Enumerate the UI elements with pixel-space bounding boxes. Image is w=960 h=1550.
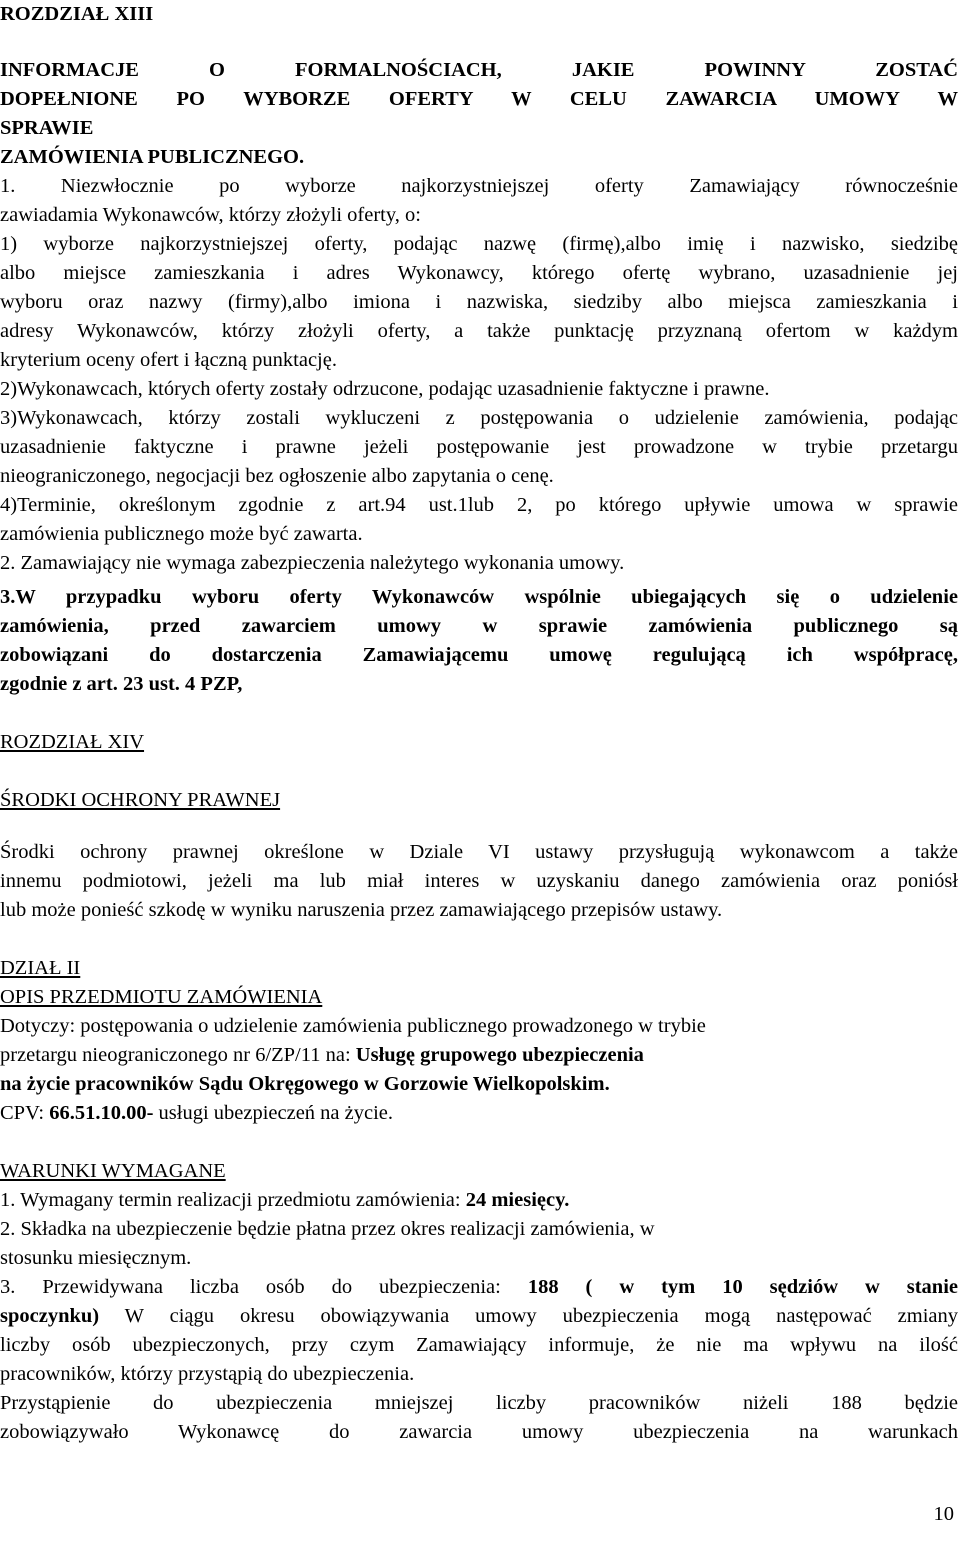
section-subheading: OPIS PRZEDMIOTU ZAMÓWIENIA — [0, 986, 323, 1008]
cpv-code: 66.51.10.00- — [49, 1102, 154, 1124]
paragraph-line: Przystąpienie do ubezpieczenia mniejszej liczby pracowników niżeli 188 będzie — [0, 1392, 958, 1414]
bold-paragraph-line: 3.W przypadku wyboru oferty Wykonawców wspólnie ubiegających się o udzielenie — [0, 586, 958, 608]
term-value: 24 miesięcy. — [465, 1189, 570, 1211]
section-title-line: SPRAWIE — [0, 117, 94, 139]
cpv-label: CPV: — [0, 1102, 50, 1124]
paragraph-line: Dotyczy: postępowania o udzielenie zamówienia publicznego prowadzonego w trybie — [0, 1015, 706, 1037]
section-title-line: ZAMÓWIENIA PUBLICZNEGO. — [0, 146, 305, 168]
plain-text: przetargu nieograniczonego nr 6/ZP/11 na: — [0, 1044, 356, 1066]
plain-text: 3. Przewidywana liczba osób do ubezpieczenia: — [0, 1276, 528, 1298]
paragraph-line: 2)Wykonawcach, których oferty zostały odrzucone, podając uzasadnienie faktyczne i prawne. — [0, 378, 770, 400]
section-title-line: INFORMACJE O FORMALNOŚCIACH, JAKIE POWINNY ZOSTAĆ — [0, 59, 958, 81]
paragraph-line: uzasadnienie faktyczne i prawne jeżeli postępowanie jest prowadzone w trybie przetargu — [0, 436, 958, 458]
paragraph-line — [0, 1041, 958, 1069]
list-item: 2. Składka na ubezpieczenie będzie płatna przez okres realizacji zamówienia, w — [0, 1218, 655, 1240]
paragraph-line: adresy Wykonawców, którzy złożyli oferty, a także punktację przyznaną ofertom w każdym — [0, 320, 958, 342]
list-item-continuation: stosunku miesięcznym. — [0, 1247, 192, 1269]
cpv-line — [0, 1099, 958, 1127]
section-heading: DZIAŁ II — [0, 957, 81, 979]
paragraph-line: 1) wyborze najkorzystniejszej oferty, podając nazwę (firmę),albo imię i nazwisko, siedzibę — [0, 233, 958, 255]
plain-text: W ciągu okresu obowiązywania umowy ubezpieczenia mogą następować zmiany — [99, 1305, 958, 1327]
paragraph-line: liczby osób ubezpieczonych, przy czym Zamawiający informuje, że nie ma wpływu na ilość — [0, 1334, 958, 1356]
order-subject-text: Usługę grupowego ubezpieczenia — [355, 1044, 644, 1066]
section-heading: WARUNKI WYMAGANE — [0, 1160, 226, 1182]
paragraph-line: nieograniczonego, negocjacji bez ogłoszenie albo zapytania o cenę. — [0, 465, 554, 487]
paragraph-line: pracowników, którzy przystąpią do ubezpieczenia. — [0, 1363, 415, 1385]
chapter-heading: ROZDZIAŁ XIII — [0, 3, 154, 25]
bold-paragraph-line: zobowiązani do dostarczenia Zamawiającemu umowę regulującą ich współpracę, — [0, 644, 958, 666]
page-number: 10 — [933, 1503, 954, 1525]
persons-count-cont: spoczynku) — [0, 1305, 100, 1327]
bold-paragraph-line: zamówienia, przed zawarciem umowy w sprawie zamówienia publicznego są — [0, 615, 958, 637]
paragraph-line: 1. Niezwłocznie po wyborze najkorzystniejszej oferty Zamawiający równocześnie — [0, 175, 958, 197]
paragraph-line: 4)Terminie, określonym zgodnie z art.94 ust.1lub 2, po którego upływie umowa w sprawie — [0, 494, 958, 516]
paragraph-line: Środki ochrony prawnej określone w Dziale VI ustawy przysługują wykonawcom a także — [0, 841, 958, 863]
chapter-subheading: ŚRODKI OCHRONY PRAWNEJ — [0, 789, 281, 811]
paragraph-line — [0, 1302, 958, 1330]
paragraph-line: kryterium oceny ofert i łączną punktację. — [0, 349, 337, 371]
order-subject-line: na życie pracowników Sądu Okręgowego w Gorzowie Wielkopolskim. — [0, 1073, 610, 1095]
persons-count: 188 ( w tym 10 sędziów w stanie — [527, 1276, 959, 1298]
paragraph-line: lub może ponieść szkodę w wyniku naruszenia przez zamawiającego przepisów ustawy. — [0, 899, 723, 921]
paragraph-line: 2. Zamawiający nie wymaga zabezpieczenia należytego wykonania umowy. — [0, 552, 625, 574]
paragraph-line: zawiadamia Wykonawców, którzy złożyli oferty, o: — [0, 204, 421, 226]
paragraph-line: zamówienia publicznego może być zawarta. — [0, 523, 363, 545]
paragraph-line: zobowiązywało Wykonawcę do zawarcia umowy ubezpieczenia na warunkach — [0, 1421, 958, 1443]
cpv-description: usługi ubezpieczeń na życie. — [153, 1102, 394, 1124]
paragraph-line: wyboru oraz nazwy (firmy),albo imiona i nazwiska, siedziby albo miejsca zamieszkania i — [0, 291, 958, 313]
list-item — [0, 1186, 958, 1214]
list-item — [0, 1273, 958, 1301]
section-title-line: DOPEŁNIONE PO WYBORZE OFERTY W CELU ZAWARCIA UMOWY W — [0, 88, 958, 110]
bold-paragraph-line: zgodnie z art. 23 ust. 4 PZP, — [0, 673, 243, 695]
paragraph-line: innemu podmiotowi, jeżeli ma lub miał interes w uzyskaniu danego zamówienia oraz poniósł — [0, 870, 958, 892]
paragraph-line: 3)Wykonawcach, którzy zostali wykluczeni z postępowania o udzielenie zamówienia, podając — [0, 407, 958, 429]
plain-text: 1. Wymagany termin realizacji przedmiotu zamówienia: — [0, 1189, 466, 1211]
paragraph-line: albo miejsce zamieszkania i adres Wykonawcy, którego ofertę wybrano, uzasadnienie jej — [0, 262, 958, 284]
chapter-heading: ROZDZIAŁ XIV — [0, 731, 145, 753]
